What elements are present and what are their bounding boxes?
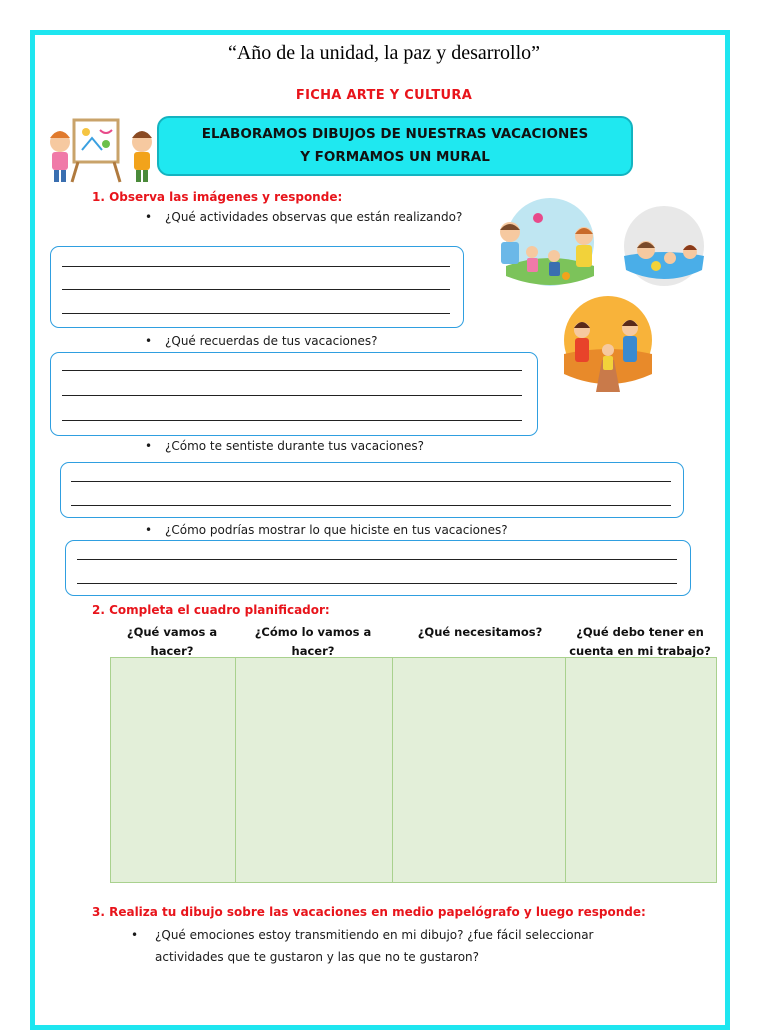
question-3-text: ¿Cómo te sentiste durante tus vacaciones? [165, 439, 424, 453]
answer-box-3[interactable] [60, 462, 684, 518]
family-park-illustration [488, 196, 612, 292]
answer-line [62, 266, 450, 267]
answer-line [62, 395, 522, 396]
section-1-title: 1. Observa las imágenes y responde: [92, 190, 343, 204]
bullet: • [145, 523, 153, 537]
answer-line [71, 505, 671, 506]
column-header-1: ¿Qué vamos a hacer? [126, 625, 218, 658]
answer-line [62, 289, 450, 290]
answer-line [62, 420, 522, 421]
planning-table [110, 657, 717, 883]
answer-line [77, 583, 677, 584]
bullet: • [145, 210, 153, 224]
family-pool-illustration [612, 204, 716, 294]
planning-cell-4[interactable] [566, 658, 717, 883]
table-row [111, 658, 717, 883]
answer-line [62, 313, 450, 314]
question-5 [131, 924, 659, 968]
title-banner [157, 116, 633, 176]
planning-cell-2[interactable] [235, 658, 392, 883]
subject-heading: FICHA ARTE Y CULTURA [295, 88, 473, 103]
year-motto: “Año de la unidad, la paz y desarrollo” [227, 42, 541, 64]
column-header-2: ¿Cómo lo vamos a hacer? [254, 625, 372, 658]
planning-cell-3[interactable] [392, 658, 566, 883]
answer-line [71, 481, 671, 482]
answer-box-2[interactable] [50, 352, 538, 436]
kids-painting-illustration [44, 112, 162, 184]
question-1-text: ¿Qué actividades observas que están realizando? [165, 210, 463, 224]
bullet: • [131, 928, 139, 942]
column-header-4: ¿Qué debo tener en cuenta en mi trabajo? [569, 625, 711, 658]
bullet: • [145, 439, 153, 453]
question-4 [145, 520, 585, 540]
section-3-title: 3. Realiza tu dibujo sobre las vacaciones en medio papelógrafo y luego responde: [92, 905, 646, 919]
section-2-title: 2. Completa el cuadro planificador: [92, 603, 330, 617]
column-header-3: ¿Qué necesitamos? [417, 625, 543, 639]
question-1 [145, 207, 475, 227]
worksheet-title: ELABORAMOS DIBUJOS DE NUESTRAS VACACIONES Y FORMAMOS UN MURAL [201, 126, 589, 165]
family-sunset-illustration [556, 294, 660, 394]
answer-line [77, 559, 677, 560]
bullet: • [145, 334, 153, 348]
planning-cell-1[interactable] [111, 658, 236, 883]
answer-box-4[interactable] [65, 540, 691, 596]
answer-line [62, 370, 522, 371]
answer-box-1[interactable] [50, 246, 464, 328]
question-4-text: ¿Cómo podrías mostrar lo que hiciste en tus vacaciones? [165, 523, 508, 537]
question-3 [145, 436, 525, 456]
question-5-text: ¿Qué emociones estoy transmitiendo en mi dibujo? ¿fue fácil seleccionar actividades que te gustaron y las que no te gustaron? [155, 928, 594, 964]
question-2 [145, 331, 485, 351]
question-2-text: ¿Qué recuerdas de tus vacaciones? [165, 334, 378, 348]
